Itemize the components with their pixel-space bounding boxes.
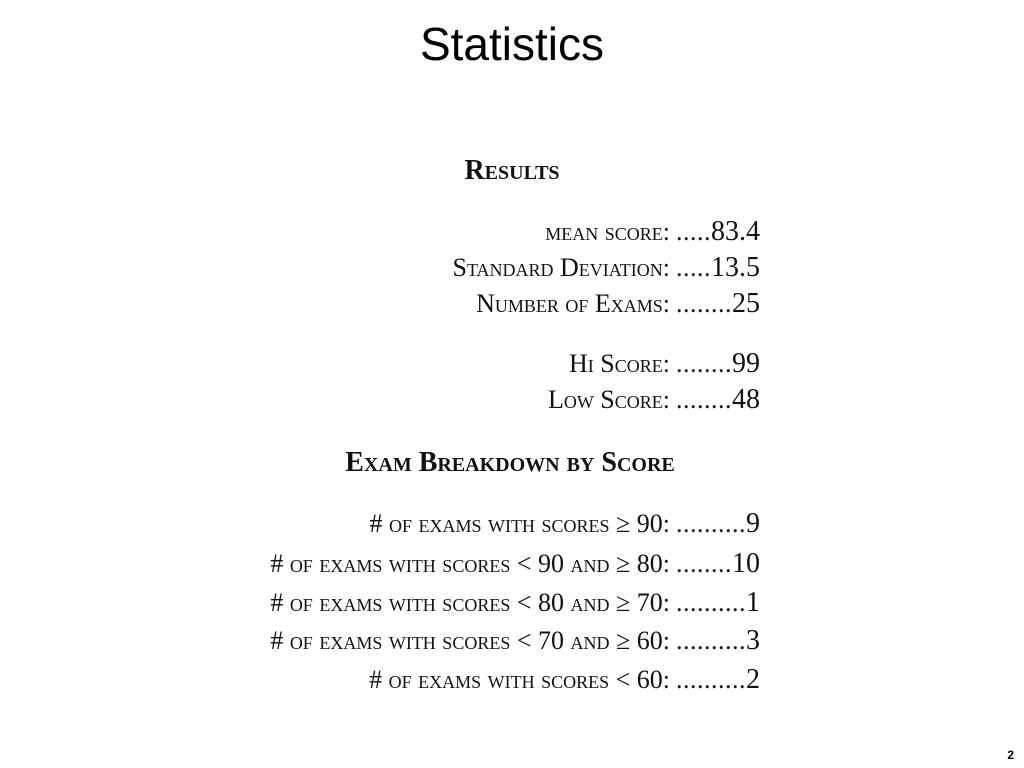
stat-value: 99 [732, 348, 760, 379]
stat-label: Hi Score: [569, 349, 670, 378]
stat-value: 48 [732, 384, 760, 415]
stat-row-mean-score [545, 214, 760, 250]
stat-leader-dots: ........ [676, 289, 732, 318]
breakdown-label: # of exams with scores < 60: [369, 665, 670, 694]
results-heading: Results [464, 155, 560, 186]
stat-leader-dots: ..... [676, 217, 711, 246]
breakdown-row [270, 585, 760, 621]
stat-leader-dots: .......... [676, 665, 746, 694]
breakdown-count: 1 [746, 587, 760, 618]
stat-value: 13.5 [711, 252, 760, 283]
slide-title: Statistics [419, 18, 605, 70]
stat-label: Standard Deviation: [452, 253, 670, 282]
breakdown-count: 3 [746, 625, 760, 656]
stat-leader-dots: ........ [676, 385, 732, 414]
breakdown-row [270, 546, 760, 582]
stat-leader-dots: ..... [676, 253, 711, 282]
stat-leader-dots: .......... [676, 626, 746, 655]
breakdown-row [270, 623, 760, 659]
stat-label: Number of Exams: [476, 289, 670, 318]
stat-row-number-of-exams [476, 286, 760, 322]
breakdown-label: # of exams with scores < 80 and ≥ 70: [270, 588, 670, 617]
page-number: 2 [1007, 748, 1014, 762]
breakdown-row [369, 506, 760, 542]
breakdown-count: 2 [746, 664, 760, 695]
breakdown-label: # of exams with scores ≥ 90: [369, 509, 670, 538]
stat-label: Low Score: [547, 385, 670, 414]
stat-leader-dots: ........ [676, 349, 732, 378]
stat-leader-dots: .......... [676, 509, 746, 538]
stat-leader-dots: .......... [676, 588, 746, 617]
stat-leader-dots: ........ [676, 549, 732, 578]
breakdown-heading: Exam Breakdown by Score [345, 447, 675, 478]
breakdown-label: # of exams with scores < 90 and ≥ 80: [270, 549, 670, 578]
stat-row-standard-deviation [453, 250, 761, 286]
stat-value: 83.4 [711, 216, 760, 247]
stat-value: 25 [732, 288, 760, 319]
breakdown-count: 10 [732, 548, 760, 579]
stat-row-low-score [548, 382, 760, 418]
breakdown-label: # of exams with scores < 70 and ≥ 60: [270, 626, 670, 655]
breakdown-count: 9 [746, 508, 760, 539]
stat-row-hi-score [569, 346, 760, 382]
stat-label: mean score: [545, 217, 670, 246]
breakdown-row [369, 662, 760, 698]
